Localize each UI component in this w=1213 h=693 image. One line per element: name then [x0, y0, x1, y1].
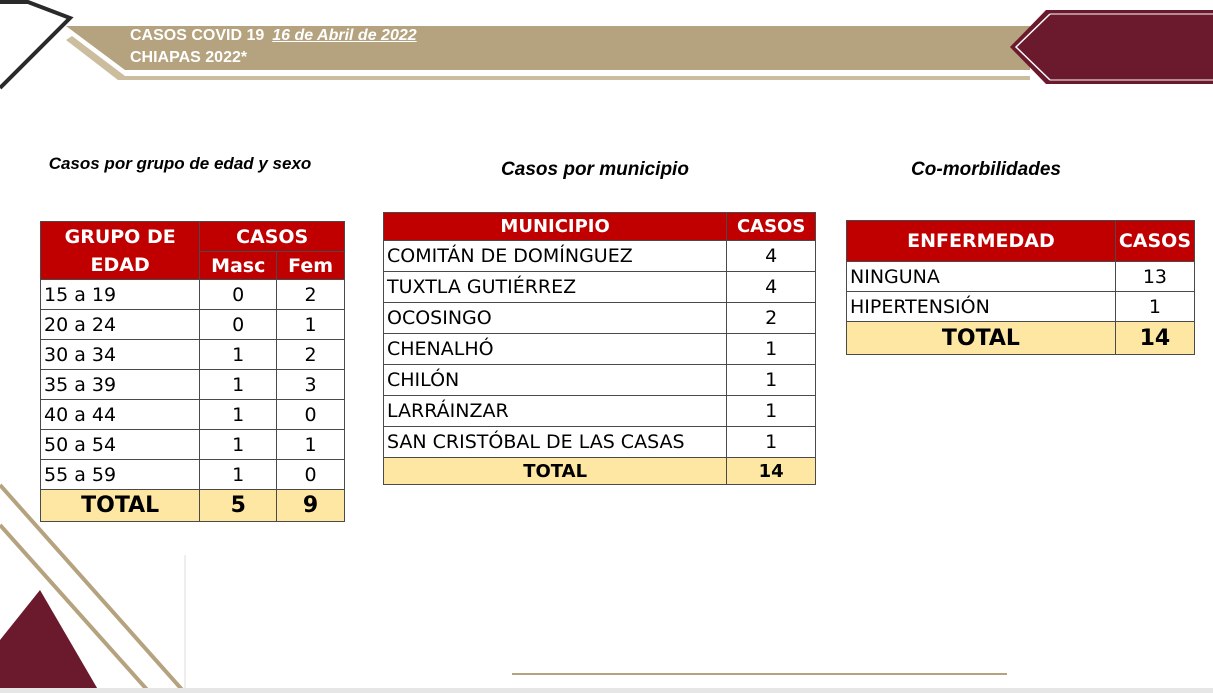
age-group-cell: 50 a 54 — [41, 430, 200, 460]
municipality-header-row — [384, 213, 816, 241]
male-cell: 1 — [200, 400, 277, 430]
comorbidity-section-title: Co-morbilidades — [911, 159, 1061, 180]
top-left-chevron-shape — [0, 2, 70, 88]
female-cell: 2 — [277, 340, 345, 370]
comorbidity-total-row — [847, 322, 1195, 355]
municipality-cases: 1 — [727, 427, 816, 458]
table-row — [41, 460, 345, 490]
disease-name: HIPERTENSIÓN — [847, 292, 1116, 322]
header-title: CASOS COVID 19 — [130, 27, 265, 44]
female-cell: 3 — [277, 370, 345, 400]
age-total-row — [41, 490, 345, 522]
bottom-left-maroon-triangle — [0, 590, 100, 693]
cases-header: CASOS — [200, 222, 345, 252]
table-row — [41, 280, 345, 310]
table-row — [384, 427, 816, 458]
table-row — [41, 370, 345, 400]
table-row — [384, 334, 816, 365]
table-row — [41, 430, 345, 460]
header-maroon-shape — [1010, 10, 1213, 84]
municipality-total-row — [384, 458, 816, 485]
table-row — [41, 310, 345, 340]
female-cell: 0 — [277, 460, 345, 490]
table-row — [41, 340, 345, 370]
male-total: 5 — [200, 490, 277, 522]
female-total: 9 — [277, 490, 345, 522]
header-subtitle: CHIAPAS 2022* — [130, 49, 248, 66]
age-section-title: Casos por grupo de edad y sexo — [48, 154, 312, 173]
total-label: TOTAL — [847, 322, 1116, 355]
municipality-name: CHILÓN — [384, 365, 727, 396]
table-row — [384, 272, 816, 303]
male-cell: 1 — [200, 340, 277, 370]
female-cell: 1 — [277, 430, 345, 460]
municipality-name: OCOSINGO — [384, 303, 727, 334]
header-date: 16 de Abril de 2022 — [272, 27, 417, 44]
male-cell: 0 — [200, 310, 277, 340]
municipality-cases: 2 — [727, 303, 816, 334]
municipality-cases: 1 — [727, 365, 816, 396]
municipality-cases: 4 — [727, 241, 816, 272]
comorbidity-table — [846, 220, 1195, 355]
municipality-name: COMITÁN DE DOMÍNGUEZ — [384, 241, 727, 272]
disease-header: ENFERMEDAD — [847, 221, 1116, 262]
municipality-cases: 1 — [727, 396, 816, 427]
municipality-name: SAN CRISTÓBAL DE LAS CASAS — [384, 427, 727, 458]
disease-cases: 13 — [1115, 262, 1194, 292]
male-cell: 1 — [200, 430, 277, 460]
table-row — [384, 303, 816, 334]
age-table-header-row — [41, 222, 345, 252]
municipality-name: CHENALHÓ — [384, 334, 727, 365]
comorbidity-header-row — [847, 221, 1195, 262]
female-cell: 1 — [277, 310, 345, 340]
male-header: Masc — [200, 252, 277, 280]
age-group-cell: 15 a 19 — [41, 280, 200, 310]
male-cell: 1 — [200, 460, 277, 490]
table-row — [384, 241, 816, 272]
male-cell: 0 — [200, 280, 277, 310]
municipality-cases: 1 — [727, 334, 816, 365]
female-header: Fem — [277, 252, 345, 280]
municipality-total: 14 — [727, 458, 816, 485]
age-group-cell: 55 a 59 — [41, 460, 200, 490]
comorbidity-cases-header: CASOS — [1115, 221, 1194, 262]
age-group-cell: 30 a 34 — [41, 340, 200, 370]
table-row — [847, 262, 1195, 292]
municipality-header: MUNICIPIO — [384, 213, 727, 241]
municipality-name: TUXTLA GUTIÉRREZ — [384, 272, 727, 303]
table-row — [384, 396, 816, 427]
municipality-section-title: Casos por municipio — [501, 159, 689, 180]
total-label: TOTAL — [41, 490, 200, 522]
age-sex-table — [40, 221, 345, 522]
table-row — [384, 365, 816, 396]
municipality-cases: 4 — [727, 272, 816, 303]
header — [130, 25, 417, 69]
table-row — [847, 292, 1195, 322]
female-cell: 2 — [277, 280, 345, 310]
age-group-header: GRUPO DE EDAD — [41, 222, 200, 280]
disease-cases: 1 — [1115, 292, 1194, 322]
female-cell: 0 — [277, 400, 345, 430]
disease-name: NINGUNA — [847, 262, 1116, 292]
total-label: TOTAL — [384, 458, 727, 485]
table-row — [41, 400, 345, 430]
municipality-cases-header: CASOS — [727, 213, 816, 241]
age-group-cell: 20 a 24 — [41, 310, 200, 340]
municipality-name: LARRÁINZAR — [384, 396, 727, 427]
age-group-cell: 40 a 44 — [41, 400, 200, 430]
comorbidity-total: 14 — [1115, 322, 1194, 355]
male-cell: 1 — [200, 370, 277, 400]
age-group-cell: 35 a 39 — [41, 370, 200, 400]
municipality-table — [383, 212, 816, 485]
